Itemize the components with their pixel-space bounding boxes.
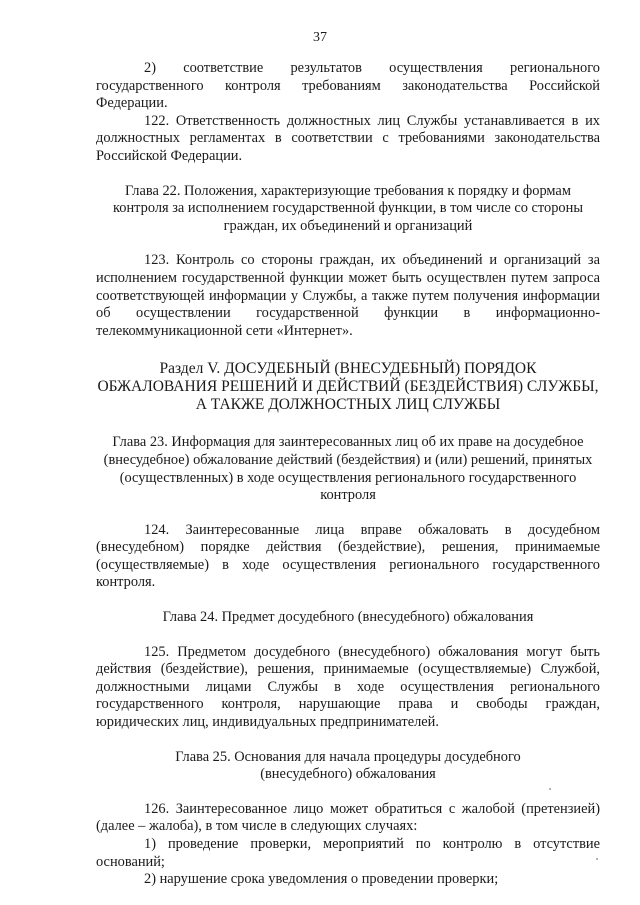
paragraph-124: 124. Заинтересованные лица вправе обжаловать в досудебном (внесудебном) порядке действия (бездействие), решения, принимаемые (осуществляемые) в ходе осуществления регионального государственного контроля. bbox=[96, 521, 600, 591]
scan-speck bbox=[549, 788, 551, 790]
section-title-line: А ТАКЖЕ ДОЛЖНОСТНЫХ ЛИЦ СЛУЖБЫ bbox=[195, 396, 501, 414]
chapter-23-heading: Глава 23. Информация для заинтересованных лиц об их праве на досудебное (внесудебное) обжалование действий (бездействия) и (или) решений, принятых (осуществленных) в ходе осуществления регионального государственного контроля bbox=[103, 434, 593, 504]
chapter-22-heading: Глава 22. Положения, характеризующие требования к порядку и формам контроля за исполнением государственной функции, в том числе со стороны граждан, их объединений и организаций bbox=[113, 182, 583, 234]
list-item-1: 1) проведение проверки, мероприятий по контролю в отсутствие оснований; bbox=[96, 836, 600, 870]
chapter-25-heading: Глава 25. Основания для начала процедуры досудебного (внесудебного) обжалования bbox=[175, 748, 521, 783]
section-title-line: Раздел V. ДОСУДЕБНЫЙ (ВНЕСУДЕБНЫЙ) ПОРЯДОК bbox=[159, 360, 537, 378]
scan-speck bbox=[596, 858, 598, 860]
chapter-24-heading: Глава 24. Предмет досудебного (внесудебного) обжалования bbox=[162, 609, 534, 626]
section-title-line: ОБЖАЛОВАНИЯ РЕШЕНИЙ И ДЕЙСТВИЙ (БЕЗДЕЙСТВИЯ) СЛУЖБЫ, bbox=[97, 378, 599, 396]
page-number: 37 bbox=[313, 30, 327, 45]
list-item-2: 2) нарушение срока уведомления о проведении проверки; bbox=[144, 871, 499, 888]
paragraph-123: 123. Контроль со стороны граждан, их объединений и организаций за исполнением государственной функции может быть осуществлен путем запроса соответствующей информации у Службы, а также путем получения информации об осуществлении государственной функции в информационно-телекоммуникационной сети «Интернет». bbox=[96, 252, 600, 339]
paragraph-125: 125. Предметом досудебного (внесудебного) обжалования могут быть действия (бездействие), решения, принимаемые (осуществляемые) Службой, должностными лицами Службы в ходе осуществления регионального государственного контроля, нарушающие права и свободы граждан, юридических лиц, индивидуальных предпринимателей. bbox=[96, 643, 600, 731]
paragraph-126: 126. Заинтересованное лицо может обратиться с жалобой (претензией) (далее – жалоба), в том числе в следующих случаях: bbox=[96, 800, 600, 835]
paragraph-122: 122. Ответственность должностных лиц Службы устанавливается в их должностных регламентах в соответствии с требованиями законодательства Российской Федерации. bbox=[96, 112, 600, 164]
section-5-title bbox=[96, 360, 600, 414]
paragraph-item-2: 2) соответствие результатов осуществления регионального государственного контроля требованиям законодательства Российской Федерации. bbox=[96, 60, 600, 112]
document-body bbox=[96, 60, 600, 889]
